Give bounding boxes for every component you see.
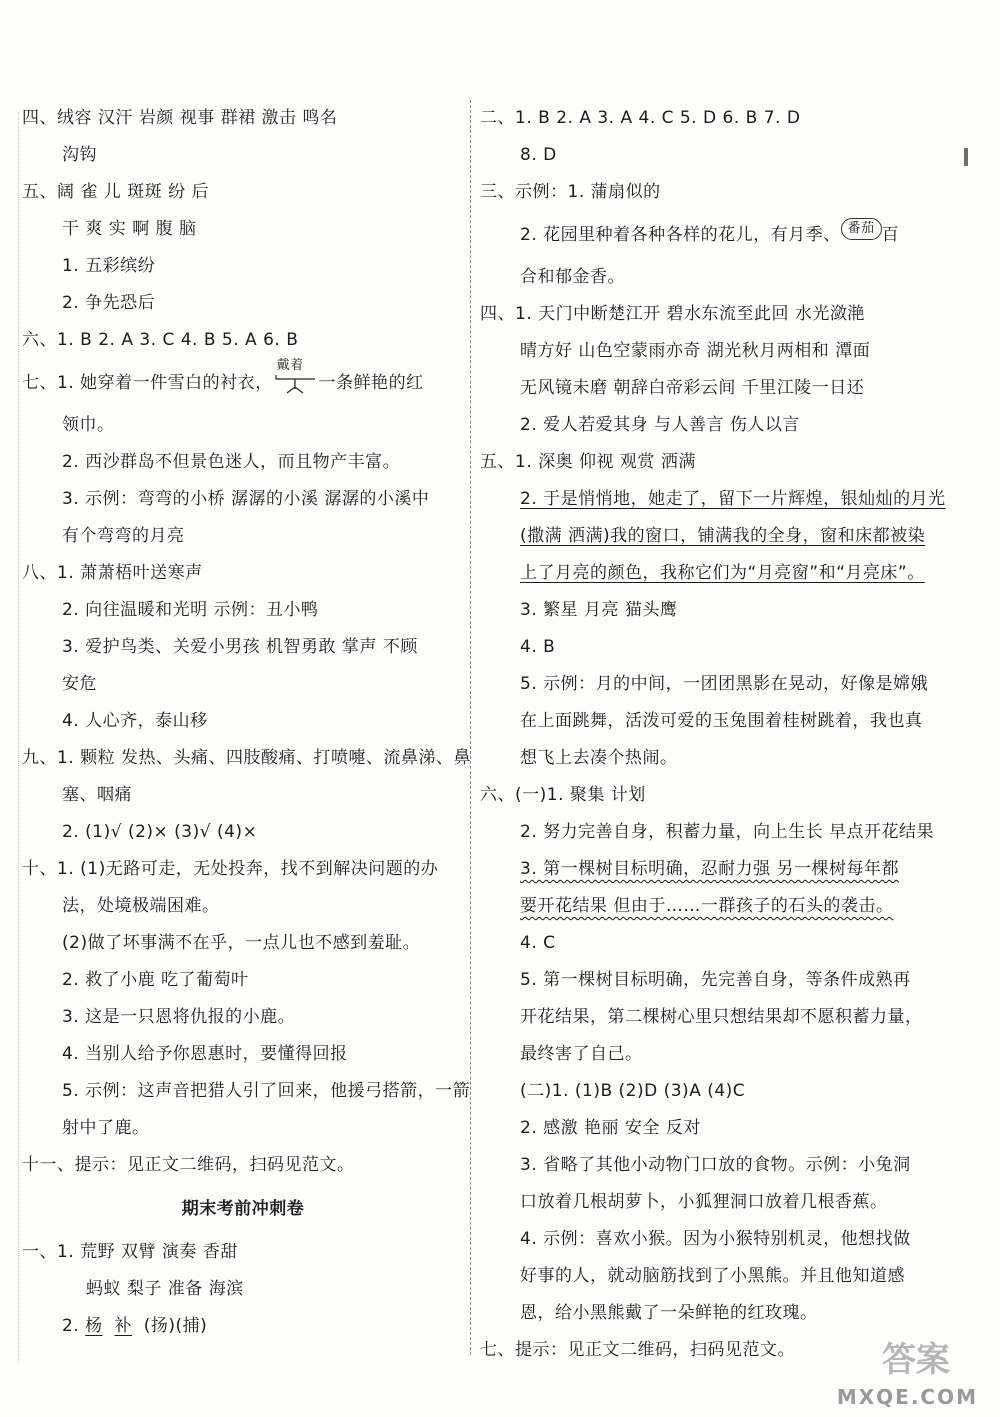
answer-line: 干 爽 实 啊 腹 脑 — [62, 219, 197, 239]
answer-line-underlined — [480, 481, 946, 518]
answer-line: (二)1. (1)B (2)D (3)A (4)C — [520, 1081, 746, 1101]
answer-line: 3. 爱护鸟类、关爱小男孩 机智勇敢 掌声 不顾 — [62, 637, 418, 657]
answer-line: 九、1. 颗粒 发热、头痛、四肢酸痛、打喷嚏、流鼻涕、鼻 — [22, 748, 472, 768]
answer-line: 3. 省略了其他小动物门口放的食物。示例：小兔洞 — [520, 1155, 911, 1175]
underlined-char: 补 — [114, 1316, 132, 1336]
watermark-logo-text: 答案 — [882, 1340, 950, 1380]
answer-line: 沟钩 — [62, 145, 97, 165]
answer-line: 2. 西沙群岛不但景色迷人，而且物产丰富。 — [62, 452, 401, 472]
insertion-text: 戴着 — [276, 358, 304, 373]
underlined-char: 杨 — [85, 1316, 103, 1336]
answer-line: 2. (1)√ (2)× (3)√ (4)× — [62, 822, 258, 842]
underlined-text: 上了月亮的颜色，我称它们为“月亮窗”和“月亮床”。 — [520, 563, 925, 583]
wavy-underlined-text: 3. 第一棵树目标明确，忍耐力强 另一棵树每年都 — [520, 859, 900, 879]
insertion-mark — [273, 358, 319, 393]
underlined-text: (撒满 洒满)我的窗口，铺满我的全身，窗和床都被染 — [520, 526, 926, 546]
insertion-bubble: 番茄 — [841, 218, 882, 240]
answer-line: 口放着几根胡萝卜，小狐狸洞口放着几根香蕉。 — [520, 1192, 888, 1212]
answer-line: 5. 第一棵树目标明确，先完善自身，等条件成熟再 — [520, 970, 911, 990]
answer-line: 2. 感激 艳丽 安全 反对 — [520, 1118, 701, 1138]
answer-line: 4. 示例：喜欢小猴。因为小猴特别机灵，他想找做 — [520, 1229, 911, 1249]
answer-line: 3. 繁星 月亮 猫头鹰 — [520, 600, 678, 620]
answer-line: 法，处境极端困难。 — [62, 896, 220, 916]
answer-line-underlined — [480, 888, 920, 925]
answer-line: 一、1. 荒野 双臂 演奏 香甜 — [22, 1242, 238, 1262]
answer-text: 七、1. 她穿着一件雪白的衬衣， — [22, 373, 273, 393]
answer-line: 2. 救了小鹿 吃了葡萄叶 — [62, 970, 249, 990]
answer-line: 想飞上去凑个热闹。 — [520, 748, 678, 768]
answer-line: 六、1. B 2. A 3. C 4. B 5. A 6. B — [22, 330, 299, 350]
answer-line: 开花结果，第二棵树心里只想结果却不愿积蓄力量， — [520, 1007, 923, 1027]
insertion-caret-icon — [273, 373, 319, 395]
answer-line-underlined — [480, 555, 925, 592]
wavy-underlined-text: 要开花结果 但由于……一群孩子的石头的袭击。 — [520, 896, 894, 916]
answer-line-underlined — [22, 1308, 464, 1345]
answer-line: (2)做了坏事满不在乎，一点儿也不感到羞耻。 — [62, 933, 421, 953]
answer-line: 8. D — [520, 145, 557, 165]
answer-line: 七、提示：见正文二维码，扫码见范文。 — [480, 1340, 795, 1360]
answer-text: 2. — [62, 1316, 86, 1336]
answer-line: 无风镜未磨 朝辞白帝彩云间 千里江陵一日还 — [520, 378, 865, 398]
answer-line: 2. 向往温暖和光明 示例：丑小鸭 — [62, 600, 319, 620]
answer-text: 2. 花园里种着各种各样的花儿，有月季、 — [520, 225, 841, 245]
answer-line: 最终害了自己。 — [520, 1044, 643, 1064]
answer-line: 5. 示例：这声音把猎人引了回来，他援弓搭箭，一箭 — [62, 1081, 471, 1101]
answer-line: 十一、提示：见正文二维码，扫码见范文。 — [22, 1155, 355, 1175]
answer-line: 恩，给小黑熊戴了一朵鲜艳的红玫瑰。 — [520, 1303, 818, 1323]
section-heading: 期末考前冲刺卷 — [181, 1199, 305, 1219]
answer-line: 安危 — [62, 674, 97, 694]
answer-line: 晴方好 山色空蒙雨亦奇 湖光秋月两相和 潭面 — [520, 341, 871, 361]
answer-line: 4. 当别人给予你恩惠时，要懂得回报 — [62, 1044, 348, 1064]
underlined-text: 2. 于是悄悄地，她走了，留下一片辉煌，银灿灿的月光 — [520, 489, 946, 509]
answer-line: 2. 争先恐后 — [62, 293, 156, 313]
answer-line: 三、示例：1. 蒲扇似的 — [480, 182, 661, 202]
answer-line: 好事的人，就动脑筋找到了小黑熊。并且他知道感 — [520, 1266, 905, 1286]
answer-line: 塞、咽痛 — [62, 785, 132, 805]
answer-line-underlined — [480, 851, 920, 888]
answer-line: 四、绒容 汉汗 岩颜 视事 群裙 激击 鸣名 — [22, 108, 338, 128]
answer-text: (扬)(捕) — [143, 1316, 208, 1336]
answer-line: 四、1. 天门中断楚江开 碧水东流至此回 水光潋滟 — [480, 304, 865, 324]
answer-line: 五、1. 深奥 仰视 观赏 洒满 — [480, 452, 696, 472]
answer-line: 5. 示例：月的中间，一团团黑影在晃动，好像是嫦娥 — [520, 674, 929, 694]
margin-tick-mark — [964, 148, 968, 166]
answer-line: 1. 五彩缤纷 — [62, 256, 156, 276]
answer-line: 二、1. B 2. A 3. A 4. C 5. D 6. B 7. D — [480, 108, 801, 128]
answer-line: 五、阔 雀 儿 斑斑 纷 后 — [22, 182, 210, 202]
answer-line: 合和郁金香。 — [520, 267, 625, 287]
answer-line: 3. 这是一只恩将仇报的小鹿。 — [62, 1007, 296, 1027]
answer-line: 射中了鹿。 — [62, 1118, 150, 1138]
answer-line: 六、(一)1. 聚集 计划 — [480, 785, 646, 805]
column-divider — [470, 100, 471, 1355]
answer-line-with-insertion — [22, 359, 464, 407]
answer-line: 领巾。 — [62, 415, 115, 435]
answer-line: 2. 爱人若爱其身 与人善言 伤人以言 — [520, 415, 800, 435]
answer-text: 一条鲜艳的红 — [318, 373, 424, 393]
answer-line: 4. 人心齐，泰山移 — [62, 711, 208, 731]
scan-edge-mark — [18, 112, 19, 1362]
answer-line: 有个弯弯的月亮 — [62, 526, 185, 546]
answer-line: 3. 示例：弯弯的小桥 潺潺的小溪 潺潺的小溪中 — [62, 489, 430, 509]
left-column — [22, 100, 472, 1345]
answer-text: 百 — [881, 225, 900, 245]
answer-line: 在上面跳舞，活泼可爱的玉兔围着桂树跳着，我也真 — [520, 711, 923, 731]
answer-line-with-insertion — [480, 211, 920, 259]
answer-line: 4. C — [520, 933, 556, 953]
answer-line: 十、1. (1)无路可走，无处投奔，找不到解决问题的办 — [22, 859, 439, 879]
answer-line: 八、1. 萧萧梧叶送寒声 — [22, 563, 203, 583]
answer-line-underlined — [480, 518, 926, 555]
answer-line: 2. 努力完善自身，积蓄力量，向上生长 早点开花结果 — [520, 822, 935, 842]
answer-line: 蚂蚁 梨子 准备 海滨 — [86, 1279, 244, 1299]
answer-line: 4. B — [520, 637, 556, 657]
watermark-url: MXQE.COM — [836, 1385, 978, 1409]
